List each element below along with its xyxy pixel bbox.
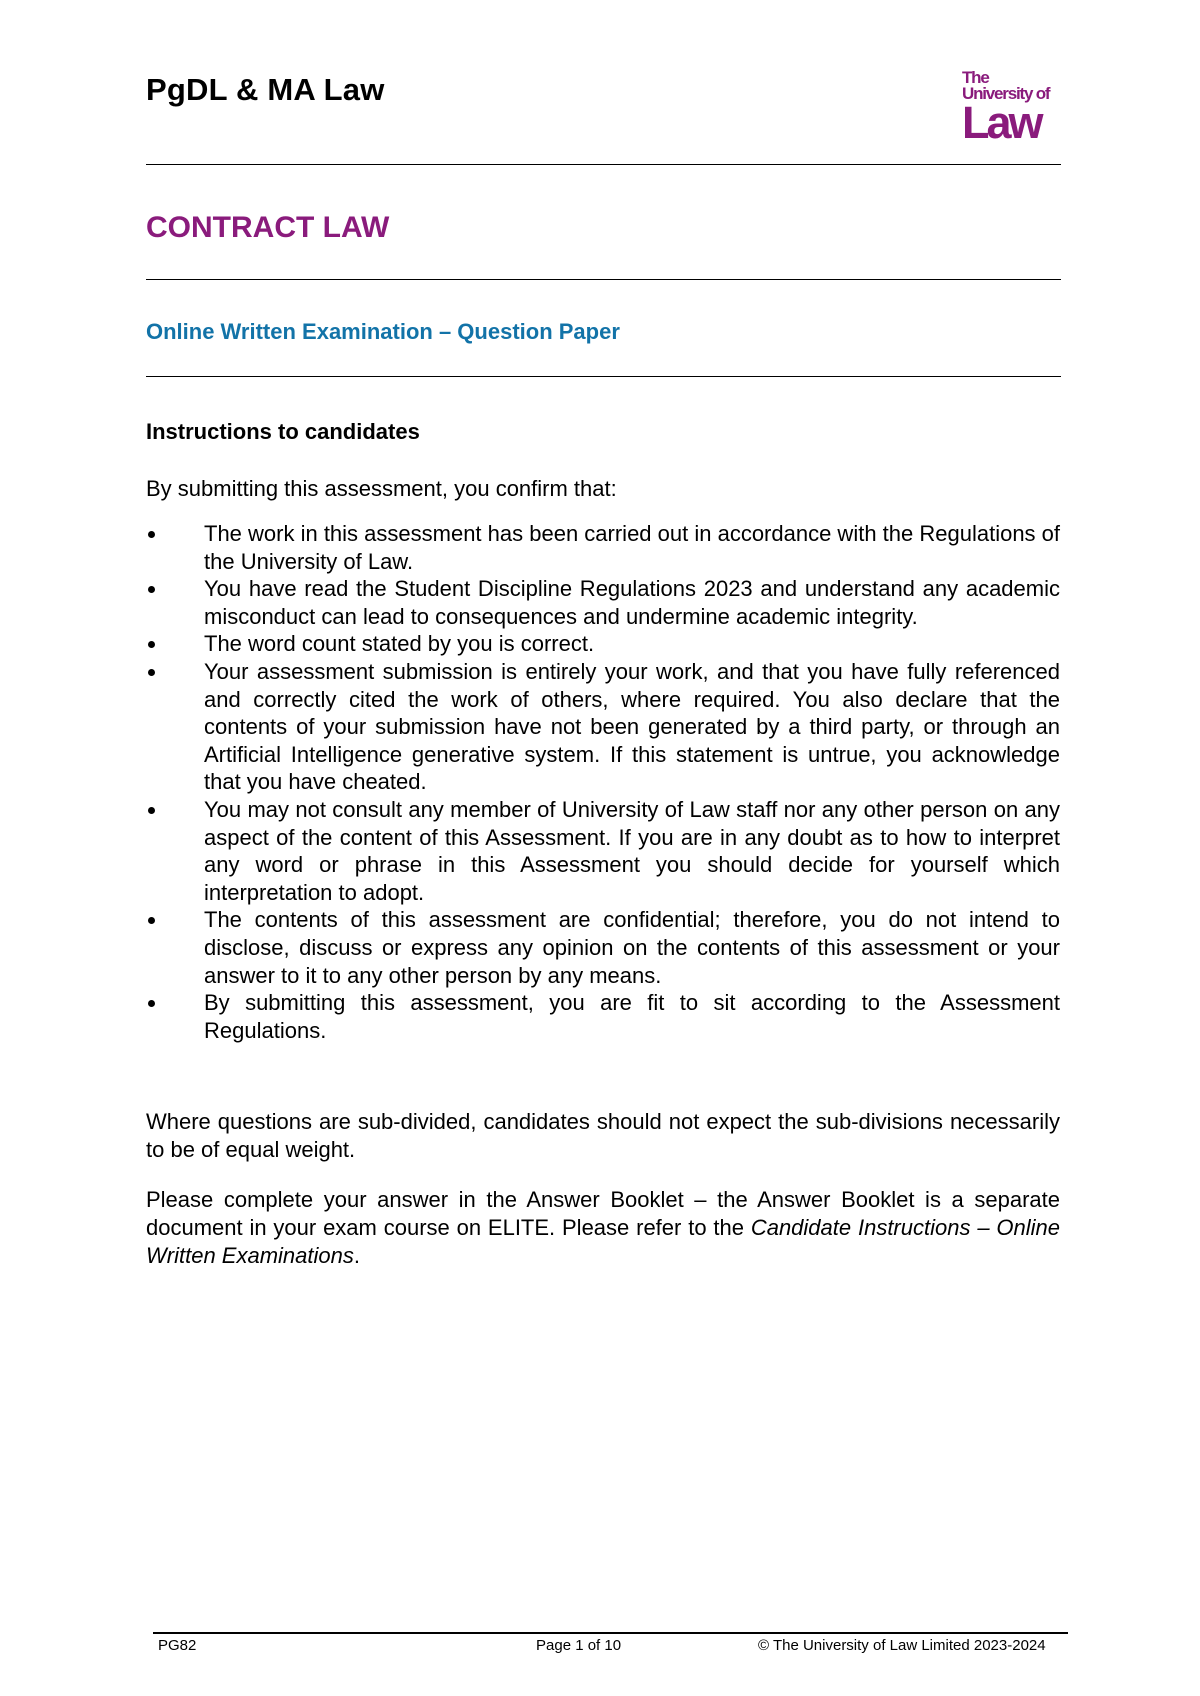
bullet-icon — [148, 1000, 155, 1007]
footer-page-number: Page 1 of 10 — [536, 1637, 622, 1654]
declaration-item: By submitting this assessment, you are fit to sit according to the Assessment Regulations. — [146, 989, 1060, 1044]
subject-divider — [146, 279, 1061, 280]
bullet-icon — [148, 917, 155, 924]
candidate-instructions-reference: Candidate Instructions – Online Written Examinations — [146, 1215, 1060, 1268]
programme-title: PgDL & MA Law — [146, 72, 385, 107]
university-logo — [962, 70, 1060, 150]
declaration-item: The word count stated by you is correct. — [146, 630, 1060, 658]
logo-line-3: Law — [962, 97, 1041, 148]
declaration-item: Your assessment submission is entirely your work, and that you have fully referenced and correctly cited the work of others, where required. You also declare that the contents of your submission have not been generated by a third party, or through an Artificial Intelligence generative system. If this statement is untrue, you acknowledge that you have cheated. — [146, 658, 1060, 796]
bullet-icon — [148, 807, 155, 814]
declaration-list — [146, 520, 1060, 1044]
header-divider — [146, 164, 1061, 165]
declaration-item: You may not consult any member of University of Law staff nor any other person on any aspect of the content of this Assessment. If you are in any doubt as to how to interpret any word or phrase in this Assessment you should decide for yourself which interpretation to adopt. — [146, 796, 1060, 906]
instructions-intro: By submitting this assessment, you confirm that: — [146, 476, 617, 501]
answer-booklet-note: Please complete your answer in the Answer Booklet – the Answer Booklet is a separate document in your exam course on ELITE. Please refer to the Candidate Instructions – Online Written Examinations. — [146, 1187, 1060, 1268]
footer-code: PG82 — [158, 1637, 197, 1654]
paper-type-divider — [146, 376, 1061, 377]
declaration-item: The contents of this assessment are confidential; therefore, you do not intend to disclose, discuss or express any opinion on the contents of this assessment or your answer to it to any other person by any means. — [146, 906, 1060, 989]
bullet-icon — [148, 669, 155, 676]
footer-divider — [153, 1632, 1068, 1634]
declaration-item: The work in this assessment has been carried out in accordance with the Regulations of the University of Law. — [146, 520, 1060, 575]
instructions-heading: Instructions to candidates — [146, 419, 420, 444]
footer-copyright: © The University of Law Limited 2023-2024 — [758, 1637, 1046, 1654]
declaration-item: You have read the Student Discipline Regulations 2023 and understand any academic misconduct can lead to consequences and undermine academic integrity. — [146, 575, 1060, 630]
subject-title: CONTRACT LAW — [146, 211, 390, 244]
bullet-icon — [148, 531, 155, 538]
bullet-icon — [148, 586, 155, 593]
logo-line-2: University of — [962, 84, 1050, 103]
logo-line-1: The — [962, 68, 989, 87]
subdivision-note: Where questions are sub-divided, candidates should not expect the sub-divisions necessarily to be of equal weight. — [146, 1109, 1060, 1162]
bullet-icon — [148, 641, 155, 648]
paper-type-title: Online Written Examination – Question Paper — [146, 319, 620, 344]
